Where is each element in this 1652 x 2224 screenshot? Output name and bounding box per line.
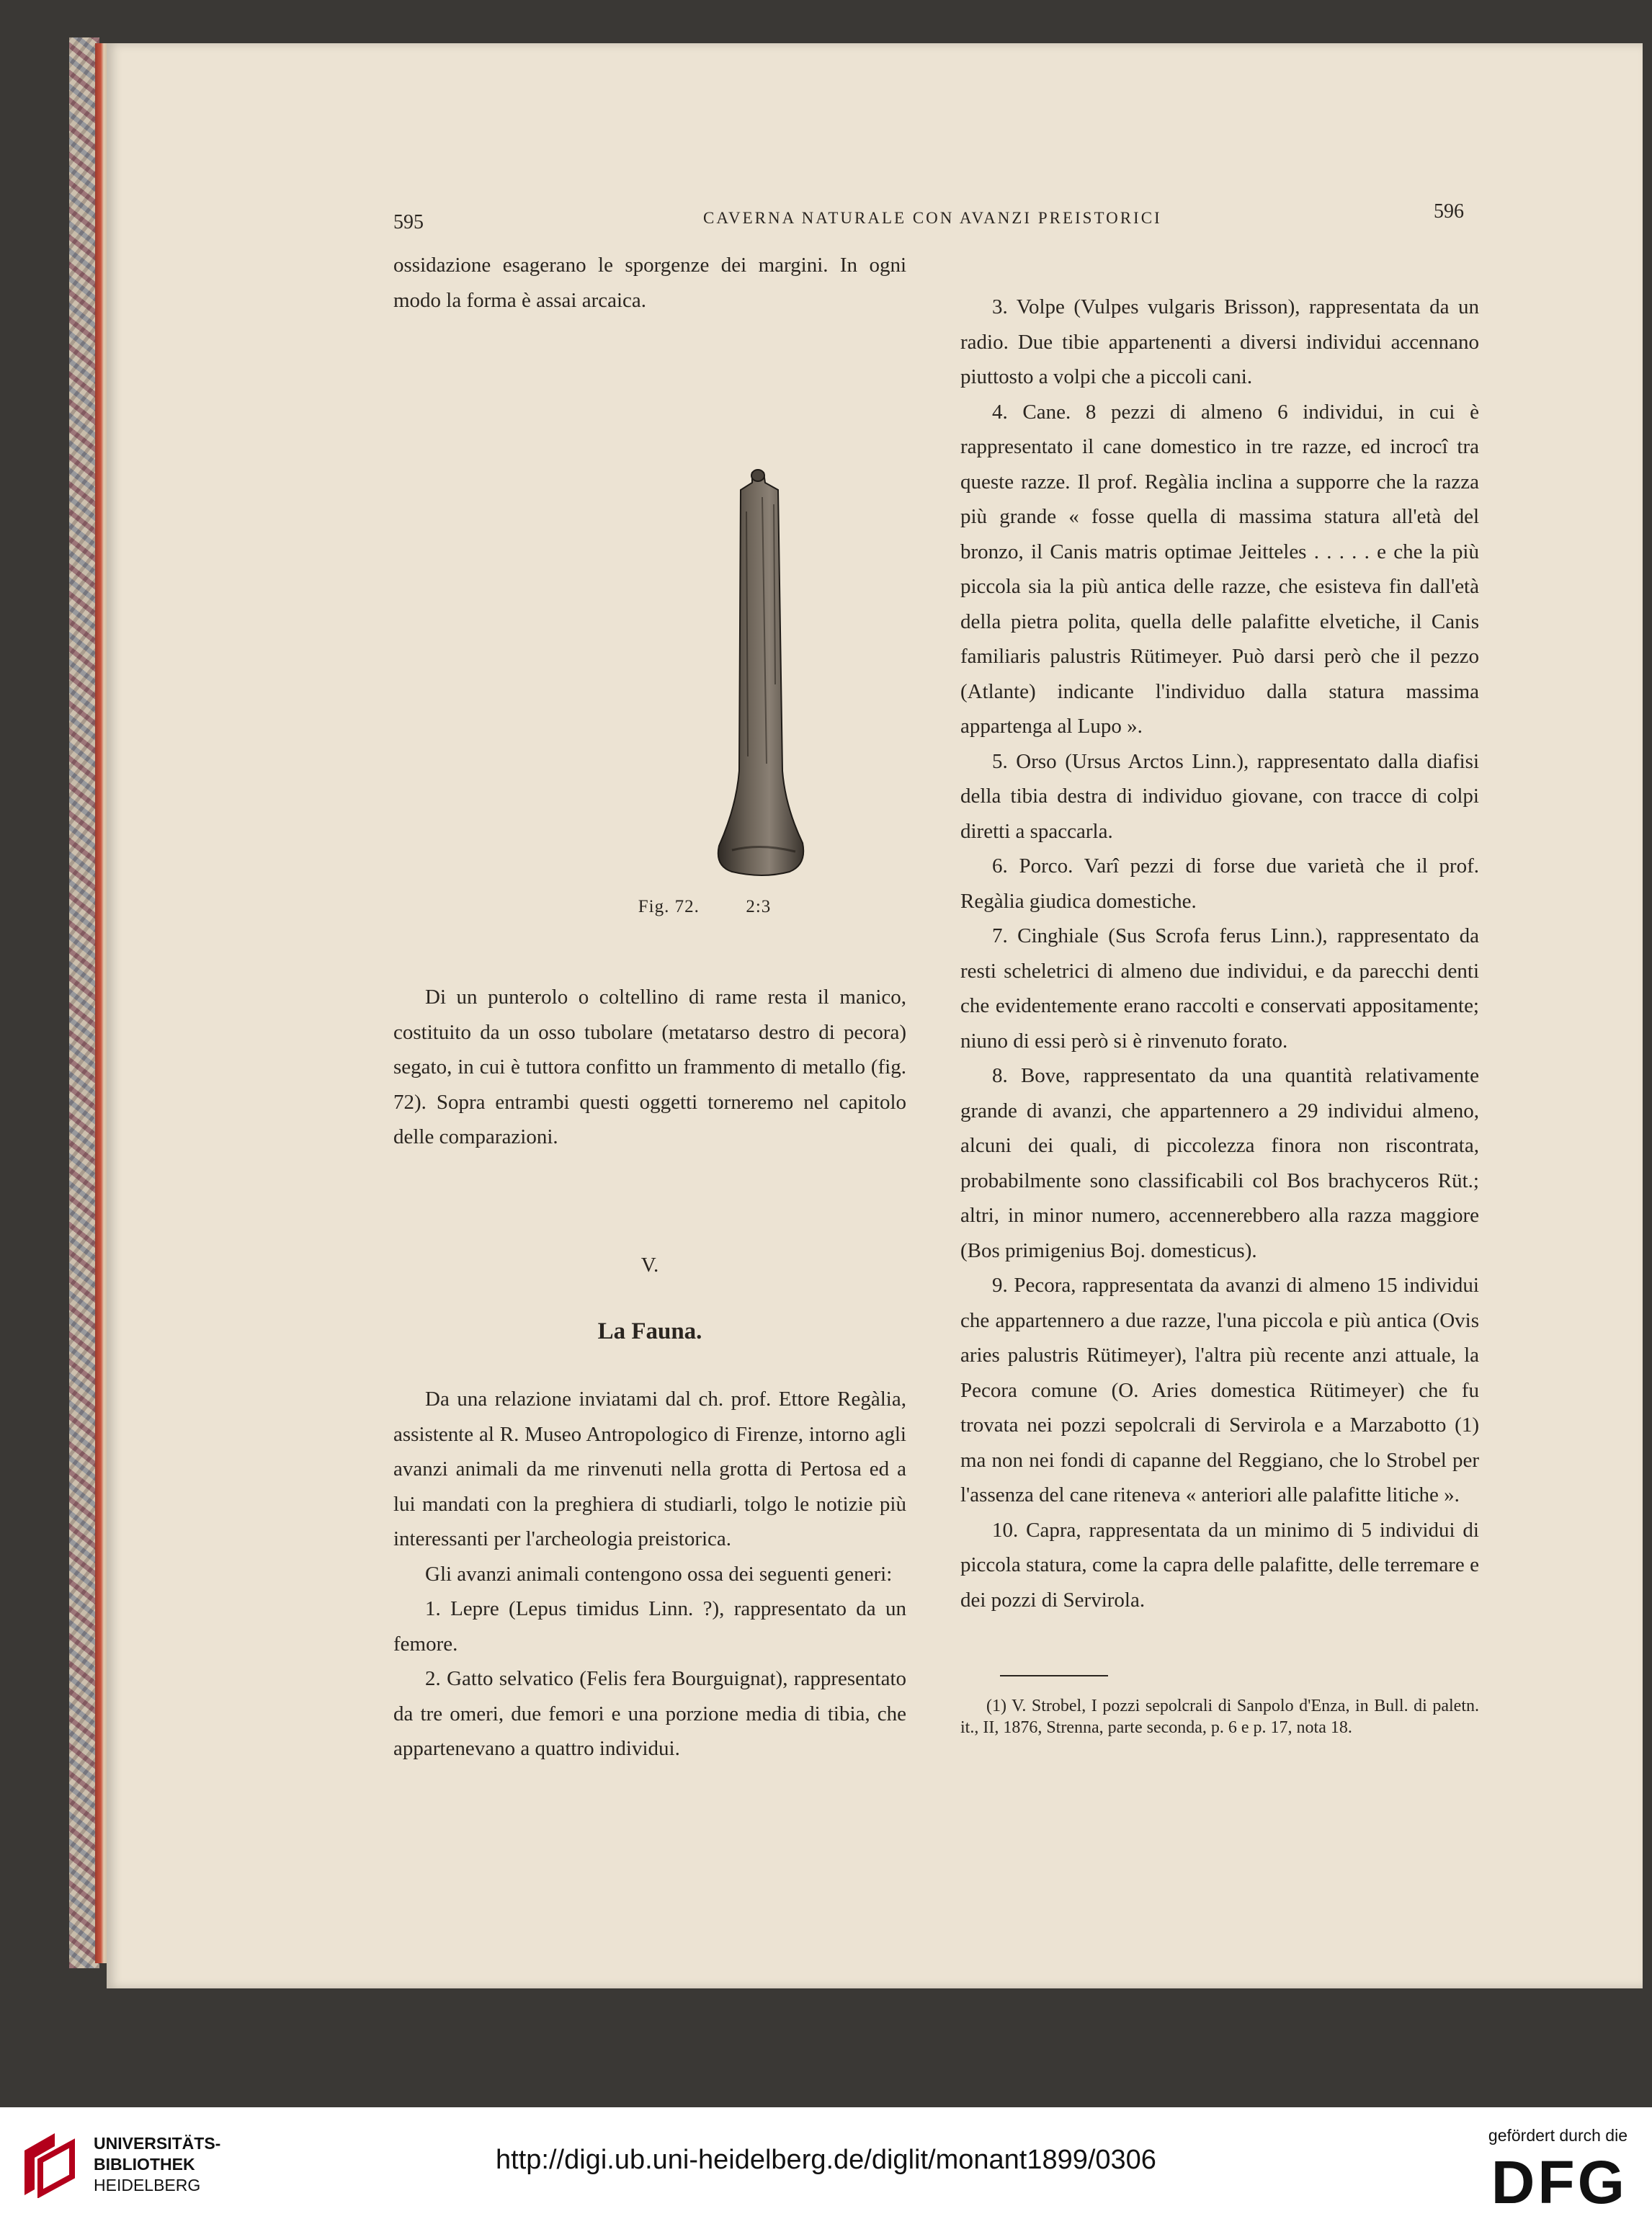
fauna-item-3: 3. Volpe (Vulpes vulgaris Brisson), rappresentata da un radio. Due tibie appartenenti a diversi individui accennano piuttosto a volpi che a piccoli cani. xyxy=(960,295,1479,388)
left-paragraph-2: Da una relazione inviatami dal ch. prof. Ettore Regàlia, assistente al R. Museo Antropologico di Firenze, intorno agli avanzi animali da me rinvenuti nella grotta di Pertosa ed a lui mandati con la preghiera di studiarli, tolgo le notizie più interessanti per l'archeologia preistorica. xyxy=(393,1388,906,1550)
fauna-item-10: 10. Capra, rappresentata da un minimo di 5 individui di piccola statura, come la capra delle palafitte, delle terremare e dei pozzi di Servirola. xyxy=(960,1518,1479,1612)
section-title: La Fauna. xyxy=(597,1318,702,1344)
left-paragraph-1: Di un punterolo o coltellino di rame resta il manico, costituito da un osso tubolare (metatarso destro di pecora) segato, in cui è tuttora confitto un frammento di metallo (fig. 72). Sopra entrambi questi oggetti torneremo nel capitolo delle comparazioni. xyxy=(393,986,906,1148)
left-top-paragraph: ossidazione esagerano le sporgenze dei margini. In ogni modo la forma è assai arcaica. xyxy=(393,254,906,312)
left-paragraph-3: Gli avanzi animali contengono ossa dei seguenti generi: xyxy=(425,1562,893,1586)
footnote-separator xyxy=(1000,1675,1108,1676)
permalink-url[interactable]: http://digi.ub.uni-heidelberg.de/diglit/monant1899/0306 xyxy=(496,2145,1156,2175)
bone-handle-figure xyxy=(710,468,811,879)
section-number: V. xyxy=(640,1254,659,1277)
footer-bar xyxy=(0,2107,1652,2224)
figure-scale: 2:3 xyxy=(746,897,772,916)
left-paragraph-1-block xyxy=(393,980,906,1155)
fauna-item-7: 7. Cinghiale (Sus Scrofa ferus Linn.), rappresentato da resti scheletrici di almeno due individui, e da parecchi denti che evidentemente erano raccolti e conservati appositamente; niuno di essi però si è rinvenuto forato. xyxy=(960,924,1479,1053)
book-page xyxy=(107,43,1643,1988)
figure-caption xyxy=(597,897,813,917)
figure-label: Fig. 72. xyxy=(638,897,700,916)
fauna-item-9: 9. Pecora, rappresentata da avanzi di almeno 15 individui che appartennero a due razze, l'una piccola e più antica (Ovis aries palustris Rütimeyer), l'altra più recente anzi attuale, la Pecora comune (O. Aries domestica Rütimeyer) che fu trovata nei pozzi sepolcrali di Servirola e a Marzabotto (1) ma non nei fondi di capanne del Reggiano, che lo Strobel per l'assenza del cane riteneva « anteriori alle palafitte litiche ». xyxy=(960,1274,1479,1506)
fauna-item-8: 8. Bove, rappresentato da una quantità relativamente grande di avanzi, che appartennero a 29 individui almeno, alcuni dei quali, di piccolezza finora non riscontrata, probabilmente sono classificabili col Bos brachyceros Rüt.; altri, in minor numero, accennerebbero alla razza maggiore (Bos primigenius Boj. domesticus). xyxy=(960,1064,1479,1262)
library-line-1: UNIVERSITÄTS- xyxy=(94,2134,221,2153)
funding-caption: gefördert durch die xyxy=(1488,2126,1628,2145)
fauna-item-6: 6. Porco. Varî pezzi di forse due varietà che il prof. Regàlia giudica domestiche. xyxy=(960,854,1479,913)
right-page-number: 596 xyxy=(1434,200,1464,223)
running-title: CAVERNA NATURALE CON AVANZI PREISTORICI xyxy=(703,209,1162,227)
left-paragraphs-block xyxy=(393,1382,906,1767)
library-line-3: HEIDELBERG xyxy=(94,2176,201,2194)
left-paragraph-4: 1. Lepre (Lepus timidus Linn. ?), rappresentato da un femore. xyxy=(393,1597,906,1656)
fauna-item-4: 4. Cane. 8 pezzi di almeno 6 individui, in cui è rappresentato il cane domestico in tre razze, ed incrocî tra queste razze. Il prof. Regàlia inclina a supporre che la razza più grande « fosse quella di massima statura all'età del bronzo, il Canis matris optimae Jeitteles . . . . . e che la più piccola sia la più antica delle razze, che esisteva fin dall'età della pietra polita, quella delle palafitte elvetiche, il Canis familiaris palustris Rütimeyer. Può darsi però che il pezzo (Atlante) indicante l'individuo dalla statura massima appartenga al Lupo ». xyxy=(960,400,1479,738)
right-column-block xyxy=(960,290,1479,1617)
dfg-logo: DFG xyxy=(1491,2148,1628,2216)
left-paragraph-5: 2. Gatto selvatico (Felis fera Bourguignat), rappresentato da tre omeri, due femori e una porzione media di tibia, che appartenevano a quattro individui. xyxy=(393,1667,906,1760)
left-top-paragraph-block xyxy=(393,248,906,318)
library-line-2: BIBLIOTHEK xyxy=(94,2155,195,2174)
footnote: (1) V. Strobel, I pozzi sepolcrali di Sanpolo d'Enza, in Bull. di paletn. it., II, 1876, Strenna, parte seconda, p. 6 e p. 17, nota 18. xyxy=(960,1697,1479,1737)
fauna-item-5: 5. Orso (Ursus Arctos Linn.), rappresentato dalla diafisi della tibia destra di individuo giovane, con tracce di colpi diretti a spaccarla. xyxy=(960,749,1479,843)
left-page-number: 595 xyxy=(393,211,424,233)
